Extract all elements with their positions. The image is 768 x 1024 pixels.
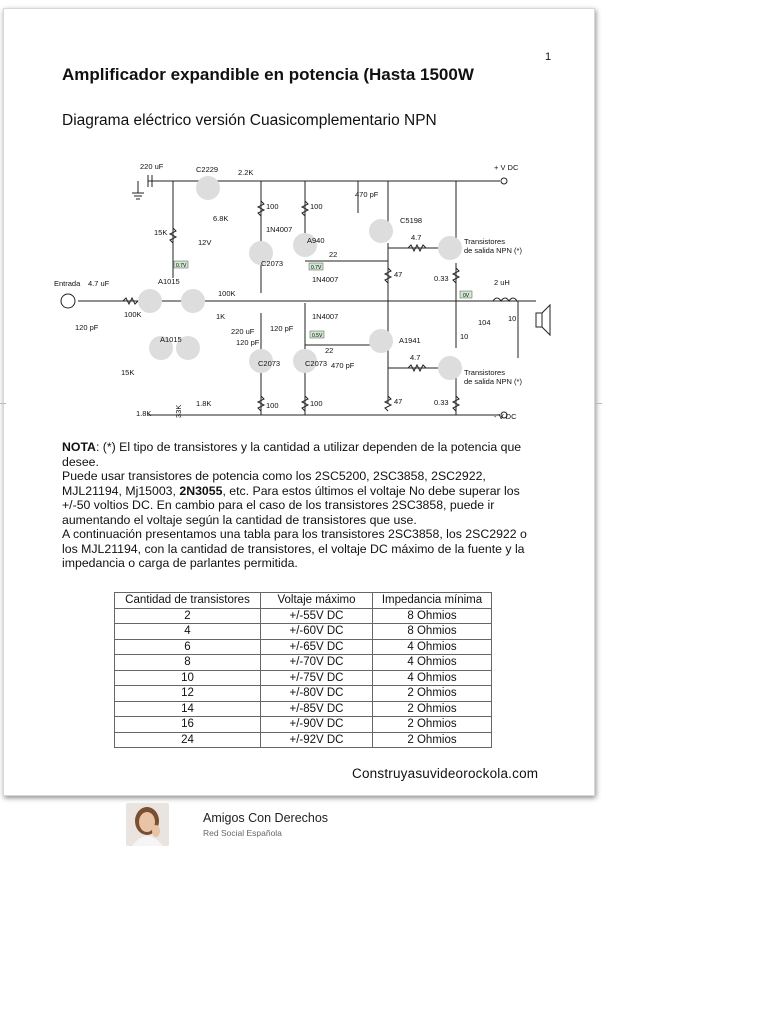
schematic-label: 10 (508, 314, 517, 323)
schematic-label: 15K (154, 228, 168, 237)
schematic-label: A1015 (160, 335, 182, 344)
schematic-label: 6.8K (213, 214, 229, 223)
schematic-label: 470 pF (331, 361, 355, 370)
column-header: Cantidad de transistores (115, 593, 261, 609)
table-row (115, 686, 492, 702)
page-edge-tick (0, 403, 6, 404)
schematic-label: 104 (478, 318, 491, 327)
table-cell: +/-70V DC (261, 655, 373, 671)
schematic-label: 100 (310, 399, 323, 408)
schematic-label: 1N4007 (312, 312, 339, 321)
ad-subtitle: Red Social Española (203, 828, 282, 838)
document-page (3, 8, 595, 796)
schematic-label: A1941 (399, 336, 421, 345)
schematic-label: de salida NPN (*) (464, 246, 522, 255)
page-number: 1 (545, 51, 552, 63)
schematic-label: 22 (329, 250, 338, 259)
schematic-label: 100 (266, 202, 279, 211)
document-title: Amplificador expandible en potencia (Hasta 1500W (62, 65, 474, 84)
schematic-label: 47 (394, 270, 403, 279)
table-row (115, 624, 492, 640)
schematic-label: C2073 (305, 359, 328, 368)
schematic-label: 100 (266, 401, 279, 410)
table-cell: 2 Ohmios (373, 732, 492, 748)
schematic-label: 4.7 (410, 353, 421, 362)
table-cell: 2 Ohmios (373, 717, 492, 733)
schematic-label: 1.8K (136, 409, 152, 418)
voltage-marker: 0.7V (311, 265, 322, 271)
note-text: : (*) El tipo de transistores y la cantidad a utilizar dependen de la potencia que desee. (62, 440, 522, 469)
table-cell: +/-92V DC (261, 732, 373, 748)
note-text: Puede usar transistores de potencia como los 2SC5200, 2SC3858, 2SC2922, MJL21194, Mj15003, (62, 469, 486, 498)
table-cell: +/-80V DC (261, 686, 373, 702)
table-cell: 16 (115, 717, 261, 733)
ad-title[interactable]: Amigos Con Derechos (203, 811, 329, 825)
voltage-marker: 0V (463, 293, 470, 299)
schematic-label: 2 uH (494, 278, 510, 287)
table-cell: 4 (115, 624, 261, 640)
table-cell: 14 (115, 701, 261, 717)
note-text: A continuación presentamos una tabla para los transistores 2SC3858, los 2SC2922 o los MJL21194, con la cantidad de transistores, el voltaje DC máximo de la fuente y la impedancia o carga de parlantes permitida. (62, 527, 527, 570)
table-cell: +/-85V DC (261, 701, 373, 717)
table-cell: 4 Ohmios (373, 670, 492, 686)
table-row (115, 639, 492, 655)
table-row (115, 608, 492, 624)
table-cell: +/-60V DC (261, 624, 373, 640)
website-credit: Construyasuvideorockola.com (352, 766, 539, 781)
ad-avatar[interactable] (126, 803, 169, 846)
schematic-label: C5198 (400, 216, 423, 225)
schematic-label: 33K (174, 404, 183, 418)
schematic-label: 4.7 (411, 233, 422, 242)
schematic-label: Transistores (464, 368, 505, 377)
table-row (115, 717, 492, 733)
table-cell: 2 Ohmios (373, 701, 492, 717)
table-cell: +/-90V DC (261, 717, 373, 733)
schematic-label: C2073 (261, 259, 284, 268)
schematic-label: 120 pF (236, 338, 260, 347)
schematic-label: 100K (124, 310, 142, 319)
note-label: NOTA (62, 440, 96, 454)
amplifier-schematic (48, 153, 568, 425)
table-cell: +/-65V DC (261, 639, 373, 655)
schematic-label: Entrada (54, 279, 81, 288)
schematic-label: 12V (198, 238, 212, 247)
schematic-label: 220 uF (231, 327, 255, 336)
schematic-label: 1K (216, 312, 226, 321)
table-cell: +/-75V DC (261, 670, 373, 686)
schematic-label: C2073 (258, 359, 281, 368)
column-header: Voltaje máximo (261, 593, 373, 609)
table-cell: 6 (115, 639, 261, 655)
table-cell: 2 (115, 608, 261, 624)
schematic-label: 22 (325, 346, 334, 355)
table-cell: 4 Ohmios (373, 655, 492, 671)
schematic-label: 220 uF (140, 162, 164, 171)
schematic-label: 0.33 (434, 274, 449, 283)
table-cell: 2 Ohmios (373, 686, 492, 702)
schematic-label: 100K (218, 289, 236, 298)
document-subtitle: Diagrama eléctrico versión Cuasicomplementario NPN (62, 112, 437, 129)
schematic-label: 0.33 (434, 398, 449, 407)
voltage-marker: 0.7V (176, 263, 187, 269)
schematic-label: - V DC (494, 412, 517, 421)
table-header-row (115, 593, 492, 609)
table-row (115, 655, 492, 671)
schematic-label: Transistores (464, 237, 505, 246)
table-cell: 8 Ohmios (373, 608, 492, 624)
table-cell: 10 (115, 670, 261, 686)
table-row (115, 701, 492, 717)
column-header: Impedancia mínima (373, 593, 492, 609)
table-cell: +/-55V DC (261, 608, 373, 624)
note-section (62, 440, 542, 571)
schematic-label: A1015 (158, 277, 180, 286)
schematic-label: 4.7 uF (88, 279, 110, 288)
table-cell: 4 Ohmios (373, 639, 492, 655)
schematic-label: de salida NPN (*) (464, 377, 522, 386)
table-cell: 12 (115, 686, 261, 702)
transistor-table (114, 592, 492, 748)
table-cell: 24 (115, 732, 261, 748)
voltage-marker: 0.5V (312, 333, 323, 339)
table-row (115, 732, 492, 748)
table-cell: 8 (115, 655, 261, 671)
schematic-label: A940 (307, 236, 325, 245)
table-cell: 8 Ohmios (373, 624, 492, 640)
schematic-label: 120 pF (75, 323, 99, 332)
schematic-label: 120 pF (270, 324, 294, 333)
schematic-label: 15K (121, 368, 135, 377)
page-edge-tick (596, 403, 602, 404)
note-bold-text: 2N3055 (179, 483, 223, 498)
schematic-label: + V DC (494, 163, 519, 172)
note-text: , etc. Para estos últimos el voltaje No debe superar los +/-50 voltios DC. En cambio para el caso de los transistores 2SC3858, puede ir aumentando el voltaje según la cantidad de transistores que use. (62, 483, 520, 527)
schematic-label: 1N4007 (266, 225, 293, 234)
schematic-label: C2229 (196, 165, 219, 174)
schematic-label: 100 (310, 202, 323, 211)
schematic-label: 1N4007 (312, 275, 339, 284)
schematic-label: 470 pF (355, 190, 379, 199)
schematic-label: 2.2K (238, 168, 254, 177)
schematic-label: 1.8K (196, 399, 212, 408)
schematic-label: 10 (460, 332, 469, 341)
ad-banner[interactable] (126, 803, 426, 849)
schematic-label: 47 (394, 397, 403, 406)
table-row (115, 670, 492, 686)
